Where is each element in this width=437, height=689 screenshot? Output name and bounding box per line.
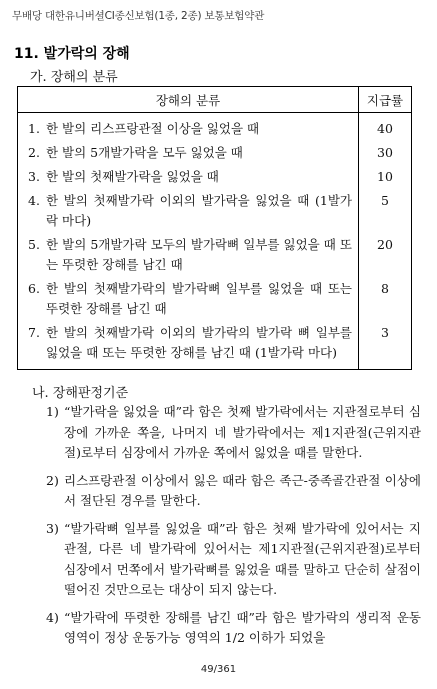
item-number: 4) xyxy=(46,609,59,625)
classification-cell xyxy=(18,277,359,321)
table-row xyxy=(18,165,412,189)
rate-cell: 8 xyxy=(359,277,412,321)
classification-cell xyxy=(18,165,359,189)
classification-cell xyxy=(18,141,359,165)
list-item xyxy=(46,608,421,649)
document-header: 무배당 대한유니버셜CI종신보험(1종, 2종) 보통보험약관 xyxy=(12,10,265,22)
item-number: 2) xyxy=(46,472,59,488)
row-number: 3. xyxy=(28,169,40,184)
rate-cell: 10 xyxy=(359,165,412,189)
section-title: 11. 발가락의 장해 xyxy=(14,46,130,62)
table-row xyxy=(18,321,412,370)
row-number: 1. xyxy=(28,121,40,136)
classification-heading: 가. 장해의 분류 xyxy=(30,70,118,85)
table-row xyxy=(18,113,412,142)
row-text: 한 발의 첫째발가락 이외의 발가락을 잃었을 때 (1발가락 마다) xyxy=(46,193,352,228)
table-row xyxy=(18,233,412,277)
list-item xyxy=(46,402,421,464)
criteria-list xyxy=(46,402,421,656)
item-text: “발가락을 잃었을 때”라 함은 첫째 발가락에서는 지관절로부터 심장에 가까운 쪽을, 나머지 네 발가락에서는 제1지관절(근위지관절)로부터 심장에서 가까운 쪽에서 잃었을 때를 말한다. xyxy=(64,404,421,460)
row-text: 한 발의 첫째발가락을 잃었을 때 xyxy=(46,169,219,184)
classification-cell xyxy=(18,321,359,370)
item-text: “발가락에 뚜렷한 장해를 남긴 때”라 함은 발가락의 생리적 운동 영역이 정상 운동가능 영역의 1/2 이하가 되었을 xyxy=(64,609,421,645)
list-item xyxy=(46,519,421,601)
row-text: 한 발의 리스프랑관절 이상을 잃었을 때 xyxy=(46,121,260,136)
column-header-rate: 지급률 xyxy=(359,87,412,113)
rate-cell: 3 xyxy=(359,321,412,370)
row-text: 한 발의 첫째발가락의 발가락뼈 일부를 잃었을 때 또는 뚜렷한 장해를 남긴 때 xyxy=(46,281,352,316)
row-number: 6. xyxy=(28,281,40,296)
row-number: 2. xyxy=(28,145,40,160)
criteria-heading: 나. 장해판정기준 xyxy=(32,386,129,401)
row-number: 7. xyxy=(28,325,40,340)
classification-cell xyxy=(18,189,359,233)
table-row xyxy=(18,141,412,165)
classification-cell xyxy=(18,233,359,277)
row-number: 4. xyxy=(28,193,40,208)
rate-cell: 20 xyxy=(359,233,412,277)
column-header-classification: 장해의 분류 xyxy=(18,87,359,113)
disability-grade-table xyxy=(17,86,412,370)
table-header-row xyxy=(18,87,412,113)
item-text: 리스프랑관절 이상에서 잃은 때라 함은 족근-중족골간관절 이상에서 절단된 경우를 말한다. xyxy=(64,472,421,508)
rate-cell: 40 xyxy=(359,113,412,142)
table-row xyxy=(18,189,412,233)
rate-cell: 5 xyxy=(359,189,412,233)
list-item xyxy=(46,471,421,512)
row-number: 5. xyxy=(28,237,40,252)
item-number: 3) xyxy=(46,520,59,536)
classification-cell xyxy=(18,113,359,142)
row-text: 한 발의 5개발가락 모두의 발가락뼈 일부를 잃었을 때 또는 뚜렷한 장해를 남긴 때 xyxy=(46,237,352,272)
row-text: 한 발의 5개발가락을 모두 잃었을 때 xyxy=(46,145,243,160)
page-number: 49/361 xyxy=(200,664,237,675)
row-text: 한 발의 첫째발가락 이외의 발가락의 발가락 뼈 일부를 잃었을 때 또는 뚜렷한 장해를 남긴 때 (1발가락 마다) xyxy=(46,325,352,360)
item-text: “발가락뼈 일부를 잃었을 때”라 함은 첫째 발가락에 있어서는 지관절, 다른 네 발가락에 있어서는 제1지관절(근위지관절)로부터 심장에서 먼쪽에서 발가락뼈를 잃었을 때를 말하고 단순히 살점이 떨어진 것만으로는 대상이 되지 않는다. xyxy=(64,520,421,597)
item-number: 1) xyxy=(46,404,59,419)
table-row xyxy=(18,277,412,321)
rate-cell: 30 xyxy=(359,141,412,165)
